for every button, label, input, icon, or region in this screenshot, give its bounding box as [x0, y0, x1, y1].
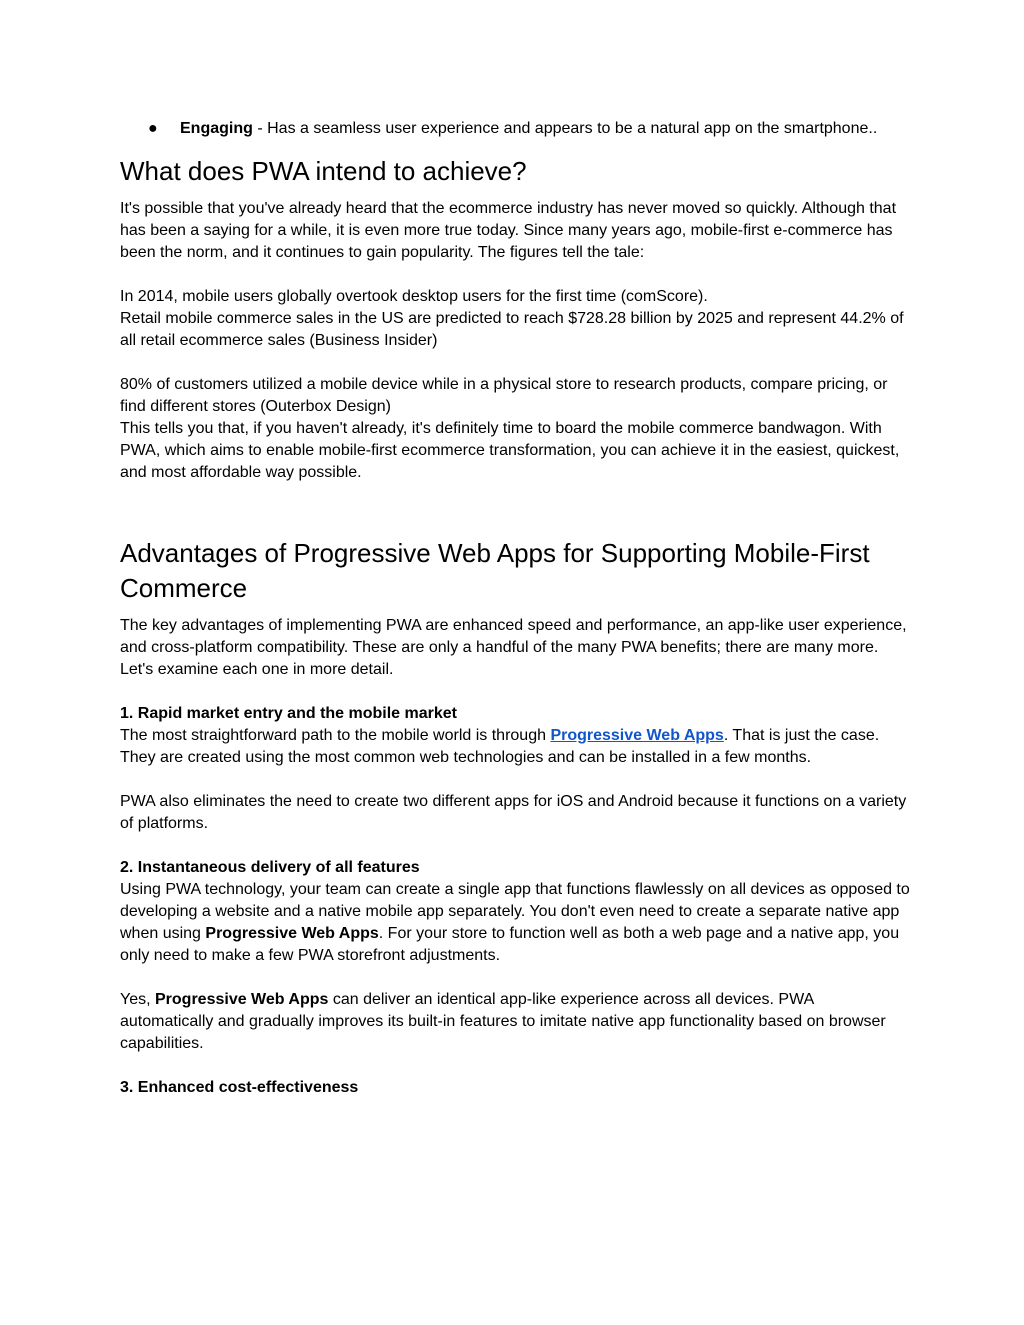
document-page [120, 118, 910, 1099]
paragraph-stat-comscore: In 2014, mobile users globally overtook desktop users for the first time (comScore). [120, 288, 708, 305]
paragraph-gap [120, 835, 910, 857]
bullet-item-engaging [120, 118, 910, 140]
text-span: The most straightforward path to the mobile world is through [120, 727, 551, 744]
paragraph-gap [120, 264, 910, 286]
paragraph-stat-outerbox: 80% of customers utilized a mobile device while in a physical store to research products, compare pricing, or find different stores (Outerbox Design) [120, 376, 888, 415]
section-heading-pwa-intent: What does PWA intend to achieve? [120, 156, 527, 186]
text-span: Using PWA technology, your team can create a single app that functions flawlessly on all devices as opposed to developing a website and a native mobile app separately. You don't even need to create a separate native app when using [120, 881, 910, 942]
bold-term: Progressive Web Apps [155, 991, 329, 1008]
text-span: Yes, [120, 991, 155, 1008]
section-heading-advantages: Advantages of Progressive Web Apps for Supporting Mobile-First Commerce [120, 538, 870, 603]
paragraph-rapid-market-entry [120, 725, 910, 769]
bullet-dot: ● [148, 120, 158, 137]
subheading-rapid-market-entry [120, 703, 910, 725]
paragraph-gap [120, 352, 910, 374]
paragraph-stat-business-insider: Retail mobile commerce sales in the US are predicted to reach $728.28 billion by 2025 and represent 44.2% of all retail ecommerce sales (Business Insider) [120, 310, 904, 349]
text-span: . That is just the case. They are created using the most common web technologies and can be installed in a few months. [120, 727, 880, 766]
paragraph-cross-platform: PWA also eliminates the need to create two different apps for iOS and Android because it functions on a variety of platforms. [120, 793, 907, 832]
subheading-cost-effectiveness [120, 1077, 910, 1099]
subheading-text: 1. Rapid market entry and the mobile market [120, 705, 457, 722]
paragraph-gap [120, 769, 910, 791]
bold-term: Progressive Web Apps [205, 925, 379, 942]
paragraph-advantages-intro: The key advantages of implementing PWA are enhanced speed and performance, an app-like user experience, and cross-platform compatibility. These are only a handful of the many PWA benefits; there are many more. Let's examine each one in more detail. [120, 617, 907, 678]
text-span: . For your store to function well as both a web page and a native app, you only need to make a few PWA storefront adjustments. [120, 925, 900, 964]
paragraph-gap [120, 681, 910, 703]
paragraph-single-app [120, 879, 910, 967]
paragraph-identical-experience [120, 989, 910, 1055]
paragraph-bandwagon: This tells you that, if you haven't already, it's definitely time to board the mobile commerce bandwagon. With PWA, which aims to enable mobile-first ecommerce transformation, you can achieve it in the easiest, quickest, and most affordable way possible. [120, 420, 900, 481]
paragraph-ecommerce-intro: It's possible that you've already heard that the ecommerce industry has never moved so quickly. Although that has been a saying for a while, it is even more true today. Since many years ago, mobile-first e-commerce has been the norm, and it continues to gain popularity. The figures tell the tale: [120, 200, 897, 261]
bullet-term: Engaging [180, 120, 253, 137]
progressive-web-apps-link[interactable]: Progressive Web Apps [550, 727, 724, 744]
paragraph-gap [120, 967, 910, 989]
text-span: can deliver an identical app-like experience across all devices. PWA automatically and gradually improves its built-in features to imitate native app functionality based on browser capabilities. [120, 991, 886, 1052]
subheading-instant-delivery [120, 857, 910, 879]
paragraph-gap [120, 1055, 910, 1077]
bullet-text: - Has a seamless user experience and appears to be a natural app on the smartphone.. [252, 120, 878, 137]
subheading-text: 2. Instantaneous delivery of all features [120, 859, 420, 876]
subheading-text: 3. Enhanced cost-effectiveness [120, 1079, 359, 1096]
